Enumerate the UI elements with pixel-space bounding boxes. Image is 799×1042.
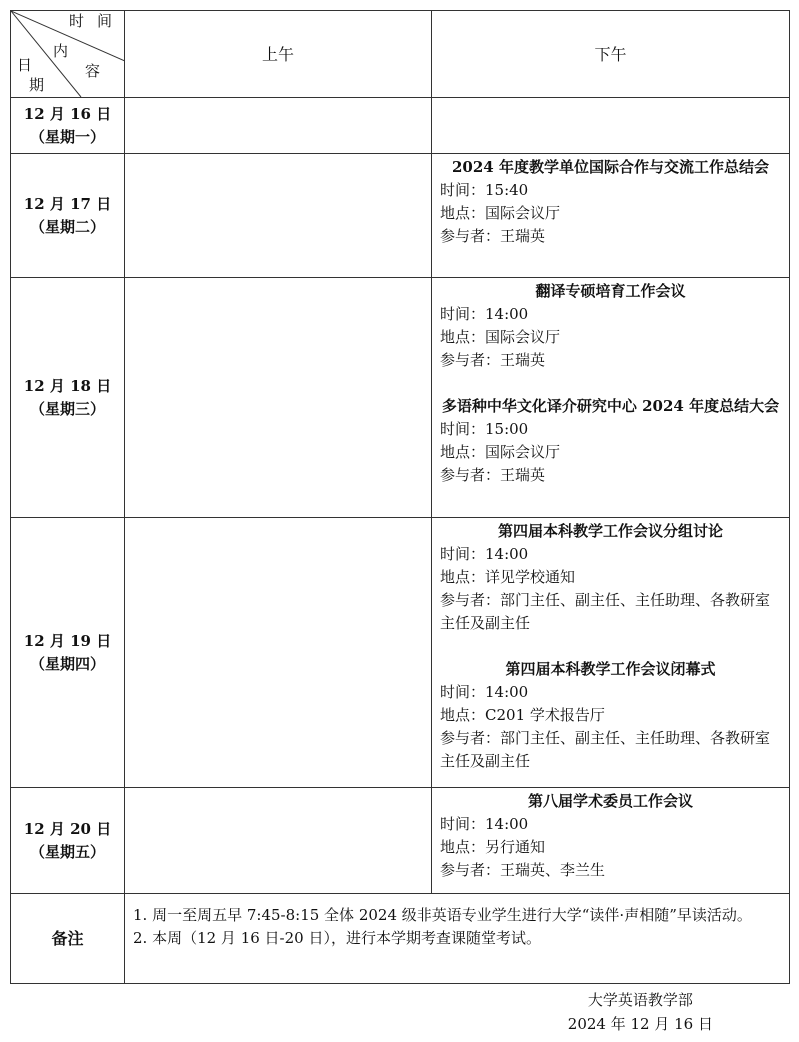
event-title: 2024 年度教学单位国际合作与交流工作总结会 bbox=[452, 158, 769, 176]
notes-label: 备注 bbox=[11, 894, 125, 984]
event-title: 第四届本科教学工作会议闭幕式 bbox=[505, 660, 716, 678]
event-time: 时间：15:00 bbox=[440, 420, 529, 438]
date-label: 12 月 16 日 bbox=[23, 104, 112, 123]
event-attendees: 参与者：部门主任、副主任、主任助理、各教研室主任及副主任 bbox=[440, 729, 771, 770]
event-time: 时间：14:00 bbox=[440, 683, 529, 701]
weekly-schedule-table bbox=[10, 10, 790, 984]
event bbox=[440, 520, 781, 635]
corner-time-char-1: 时 bbox=[69, 12, 85, 30]
weekday-label: （星期四） bbox=[29, 654, 105, 673]
event-title: 翻译专硕培育工作会议 bbox=[535, 282, 686, 300]
schedule-row bbox=[11, 154, 790, 278]
event-attendees: 参与者：王瑞英 bbox=[440, 466, 546, 484]
event-place: 地点：国际会议厅 bbox=[440, 443, 561, 461]
morning-cell bbox=[125, 154, 432, 278]
event bbox=[440, 790, 781, 882]
corner-time-char-2: 间 bbox=[97, 12, 113, 30]
corner-content-char-1: 内 bbox=[53, 42, 69, 60]
corner-date-char-1: 日 bbox=[17, 56, 33, 74]
department-signature: 大学英语教学部 bbox=[587, 991, 693, 1009]
afternoon-cell bbox=[432, 278, 790, 518]
weekday-label: （星期三） bbox=[29, 399, 105, 418]
date-cell bbox=[11, 278, 125, 518]
event-place: 地点：国际会议厅 bbox=[440, 204, 561, 222]
date-cell bbox=[11, 98, 125, 154]
event-attendees: 参与者：王瑞英、李兰生 bbox=[440, 861, 606, 879]
event-place: 地点：另行通知 bbox=[440, 838, 546, 856]
afternoon-cell bbox=[432, 788, 790, 894]
schedule-row bbox=[11, 788, 790, 894]
schedule-row bbox=[11, 518, 790, 788]
event-attendees: 参与者：王瑞英 bbox=[440, 351, 546, 369]
afternoon-cell bbox=[432, 518, 790, 788]
event bbox=[440, 156, 781, 248]
morning-cell bbox=[125, 278, 432, 518]
notes-row bbox=[11, 894, 790, 984]
date-cell bbox=[11, 788, 125, 894]
note-item: 2. 本周（12 月 16 日-20 日），进行本学期考查课随堂考试。 bbox=[133, 929, 541, 947]
event-time: 时间：14:00 bbox=[440, 815, 529, 833]
date-label: 12 月 18 日 bbox=[23, 376, 112, 395]
event-time: 时间：15:40 bbox=[440, 181, 529, 199]
issue-date: 2024 年 12 月 16 日 bbox=[567, 1015, 713, 1033]
event bbox=[440, 395, 781, 487]
date-cell bbox=[11, 154, 125, 278]
note-item: 1. 周一至周五早 7:45-8:15 全体 2024 级非英语专业学生进行大学“读伴·声相随”早读活动。 bbox=[133, 906, 752, 924]
event-attendees: 参与者：王瑞英 bbox=[440, 227, 546, 245]
date-cell bbox=[11, 518, 125, 788]
date-label: 12 月 19 日 bbox=[23, 631, 112, 650]
weekday-label: （星期五） bbox=[29, 842, 105, 861]
event-title: 多语种中华文化译介研究中心 2024 年度总结大会 bbox=[441, 397, 780, 415]
event bbox=[440, 658, 781, 773]
event-title: 第八届学术委员工作会议 bbox=[527, 792, 693, 810]
event-attendees: 参与者：部门主任、副主任、主任助理、各教研室主任及副主任 bbox=[440, 591, 771, 632]
afternoon-header: 下午 bbox=[432, 11, 790, 98]
morning-header: 上午 bbox=[125, 11, 432, 98]
morning-cell bbox=[125, 518, 432, 788]
afternoon-cell bbox=[432, 98, 790, 154]
event-title: 第四届本科教学工作会议分组讨论 bbox=[497, 522, 723, 540]
date-label: 12 月 20 日 bbox=[23, 819, 112, 838]
event-place: 地点：国际会议厅 bbox=[440, 328, 561, 346]
header-row bbox=[11, 11, 790, 98]
date-label: 12 月 17 日 bbox=[23, 194, 112, 213]
morning-cell bbox=[125, 788, 432, 894]
event-place: 地点：C201 学术报告厅 bbox=[440, 706, 605, 724]
diagonal-header-cell bbox=[11, 11, 125, 98]
corner-content-char-2: 容 bbox=[85, 62, 101, 80]
weekday-label: （星期二） bbox=[29, 217, 105, 236]
event-time: 时间：14:00 bbox=[440, 305, 529, 323]
corner-date-char-2: 期 bbox=[29, 76, 45, 94]
weekday-label: （星期一） bbox=[29, 127, 105, 146]
schedule-row bbox=[11, 98, 790, 154]
schedule-row bbox=[11, 278, 790, 518]
event bbox=[440, 280, 781, 372]
morning-cell bbox=[125, 98, 432, 154]
notes-content bbox=[125, 894, 790, 984]
afternoon-cell bbox=[432, 154, 790, 278]
event-time: 时间：14:00 bbox=[440, 545, 529, 563]
footer bbox=[568, 988, 713, 1036]
event-place: 地点：详见学校通知 bbox=[440, 568, 576, 586]
